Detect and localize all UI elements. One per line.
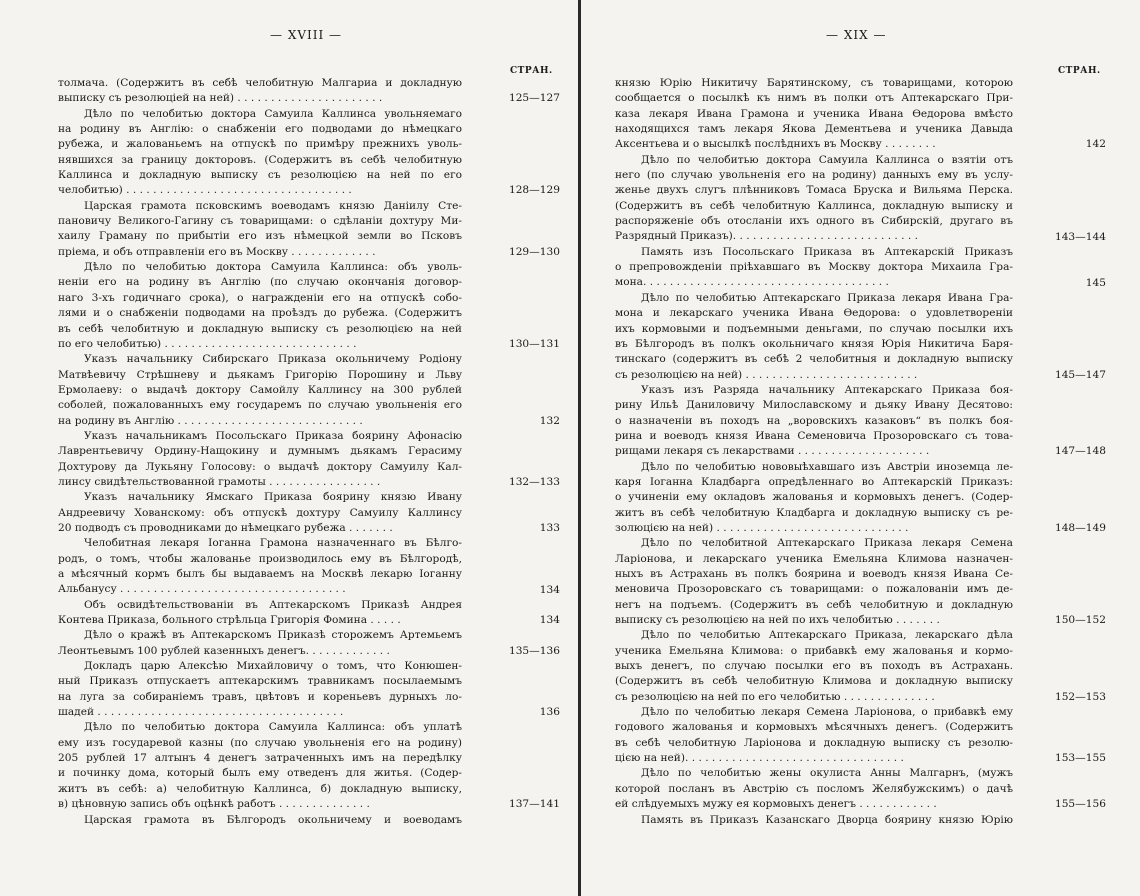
text-line: а мѣсячный кормъ былъ бы выдаваемъ на Москвѣ лекарю Іоганну bbox=[58, 568, 462, 580]
text-line: Царская грамота въ Бѣлгородъ окольничему и воеводамъ bbox=[84, 813, 462, 826]
page-number-ref: 137—141 bbox=[508, 798, 560, 811]
text-line: о препровожденіи пріѣхавшаго въ Москву доктора Михаила Гра- bbox=[615, 261, 1013, 274]
text-line: Память въ Приказъ Казанскаго Дворца боярину князю Юрію bbox=[641, 813, 1013, 826]
page-number-ref: 135—136 bbox=[508, 644, 560, 657]
page-number-ref: 134 bbox=[539, 614, 560, 627]
text-line: Каллинса и докладную выписку съ резолюцією на ней по его bbox=[58, 169, 462, 182]
text-line: съ резолюцією на ней) . . . . . . . . . . . . . . . . . . . . . . . . . . bbox=[615, 368, 918, 381]
text-line: тинскаго (содержитъ въ себѣ 2 челобитныя и докладную выписку bbox=[615, 353, 1013, 366]
text-line: Указъ начальнику Сибирскаго Приказа окольничему Родіону bbox=[84, 353, 462, 366]
book-gutter bbox=[578, 0, 581, 896]
text-line: женье двухъ слугъ плѣнниковъ Томаса Бруска и Вильяма Перска. bbox=[615, 184, 1013, 197]
text-line: князю Юрію Никитичу Барятинскому, съ товарищами, которою bbox=[615, 77, 1013, 89]
text-line: на луга за собираніемъ травъ, цвѣтовъ и кореньевъ дурныхъ ло- bbox=[58, 690, 462, 703]
page-number-ref: 133 bbox=[539, 522, 560, 535]
page-number-ref: 128—129 bbox=[508, 184, 560, 197]
text-line: годового жалованья и кормовыхъ мѣсячныхъ денегъ. (Содержитъ bbox=[615, 721, 1013, 734]
text-line: Матвѣевичу Стрѣшневу и дьякамъ Григорію Порошину и Львy bbox=[58, 368, 462, 381]
text-line: и починку дома, который былъ ему отведенъ для житья. (Содер- bbox=[58, 767, 462, 780]
page-number-ref: 155—156 bbox=[1054, 798, 1106, 811]
page-number-ref: 134 bbox=[539, 583, 560, 596]
text-line: Аксентьева и о высылкѣ послѣднихъ въ Москву . . . . . . . . bbox=[615, 138, 936, 151]
text-line: Дохтурову да Лукьяну Голосову: о выдачѣ доктору Самуилу Кал- bbox=[58, 460, 462, 473]
text-line: Ермолаеву: о выдачѣ доктору Самойлу Каллинсу на 300 рублей bbox=[58, 383, 462, 396]
text-line: (Содержитъ въ себѣ челобитную Климова и докладную выписку bbox=[615, 675, 1013, 688]
text-line: распоряженіе объ отосланіи ихъ одного въ Сибирскій, другаго въ bbox=[615, 215, 1013, 228]
text-line: 20 подводъ съ проводниками до нѣмецкаго рубежа . . . . . . . bbox=[58, 521, 393, 534]
text-line: рубежа, и жалованьемъ на отпускѣ по примѣру прежнихъ уволь- bbox=[58, 138, 462, 151]
text-line: рищами лекаря съ лекарствами . . . . . . . . . . . . . . . . . . . . bbox=[615, 445, 930, 458]
page-number-ref: 132 bbox=[539, 414, 560, 427]
text-line: цією на ней). . . . . . . . . . . . . . . . . . . . . . . . . . . . . . . . . bbox=[615, 752, 904, 765]
text-line: Челобитная лекаря Іоганна Грамона назначеннаго въ Бѣлго- bbox=[84, 537, 462, 550]
text-line: Дѣло о кражѣ въ Аптекарскомъ Приказѣ сторожемъ Артемьемъ bbox=[84, 629, 462, 642]
page-number-ref: 152—153 bbox=[1054, 691, 1106, 703]
page-number-ref: 130—131 bbox=[508, 337, 560, 350]
page-number-ref: 125—127 bbox=[508, 92, 560, 105]
page-number-ref: 143—144 bbox=[1054, 230, 1106, 243]
text-line: Указъ изъ Разряда начальнику Аптекарскаго Приказа боя- bbox=[641, 383, 1013, 396]
page-number-ref: 136 bbox=[539, 706, 560, 719]
text-line: Дѣло по челобитью жены окулиста Анны Малгарнъ, (мужъ bbox=[641, 767, 1013, 780]
text-line: (Содержитъ въ себѣ челобитную Каллинса, докладную выписку и bbox=[615, 199, 1013, 212]
page-header-left: — XVIII — bbox=[270, 28, 343, 42]
page-number-ref: 129—130 bbox=[508, 245, 560, 258]
page-number-ref: 145 bbox=[1085, 276, 1106, 289]
text-line: Дѣло по челобитью доктора Самуила Каллинса: объ уплатѣ bbox=[84, 721, 462, 734]
text-line: на родину въ Англію: о снабженіи его подводами до нѣмецкаго bbox=[58, 123, 462, 136]
text-line: Дѣло по челобитью доктора Самуила Каллинса о взятіи отъ bbox=[641, 153, 1013, 166]
text-line: Указъ начальникамъ Посольскаго Приказа боярину Афонасію bbox=[84, 429, 462, 442]
text-line: на родину въ Англію . . . . . . . . . . . . . . . . . . . . . . . . . . . . bbox=[58, 414, 363, 427]
text-line: негъ на подъемъ. (Содержитъ въ себѣ челобитную и докладную bbox=[615, 598, 1013, 611]
text-line: Дѣло по челобитью Аптекарскаго Приказа, лекарскаго дѣла bbox=[641, 629, 1013, 642]
text-line: в) цѣновную запись объ оцѣнкѣ работъ . . . . . . . . . . . . . . bbox=[58, 798, 370, 811]
page-number-ref: 132—133 bbox=[508, 476, 560, 489]
text-line: каря Іоганна Кладбарга опредѣленнаго во Аптекарскій Приказъ: bbox=[615, 475, 1013, 488]
page-column-label-left: СТРАН. bbox=[510, 66, 553, 76]
text-line: 205 рублей 17 алтынъ 4 денегъ затраченныхъ имъ на передѣлку bbox=[58, 752, 462, 765]
text-line: каза лекаря Ивана Грамона и ученика Ивана Өедорова вмѣсто bbox=[615, 107, 1013, 120]
text-line: толмача. (Содержитъ въ себѣ челобитную Малгариа и докладную bbox=[58, 77, 462, 89]
page-header-right: — XIX — bbox=[826, 28, 887, 42]
text-line: ихъ кормовыми и подъемными деньгами, по случаю посылки ихъ bbox=[615, 322, 1013, 335]
text-line: Указъ начальнику Ямскаго Приказа боярину князю Ивану bbox=[84, 491, 462, 504]
right-page bbox=[588, 0, 1140, 896]
text-line: Докладъ царю Алексѣю Михайловичу о томъ, что Конюшен- bbox=[84, 660, 462, 673]
page-number-ref: 142 bbox=[1085, 138, 1106, 151]
page-number-ref: 147—148 bbox=[1054, 445, 1106, 458]
text-line: ученика Емельяна Климова: о прибавкѣ ему жалованья и кормо- bbox=[615, 644, 1013, 657]
text-line: Андреевичу Хованскому: объ отпускѣ дохтуру Самуилу Каллинсу bbox=[58, 506, 462, 519]
text-line: нявшихся за границу докторовъ. (Содержитъ въ себѣ челобитную bbox=[58, 153, 462, 166]
text-line: ей слѣдуемыхъ мужу ея кормовыхъ денегъ . . . . . . . . . . . . bbox=[615, 798, 937, 811]
text-line: шадей . . . . . . . . . . . . . . . . . . . . . . . . . . . . . . . . . . . . . bbox=[58, 706, 344, 719]
text-line: сообщается о посылкѣ къ нимъ въ полки отъ Аптекарскаго При- bbox=[615, 92, 1013, 105]
text-line: выхъ денегъ, по случаю посылки его въ походъ въ Астрахань. bbox=[615, 660, 1013, 673]
text-line: Контева Приказа, больного стрѣльца Григорія Фомина . . . . . bbox=[58, 614, 401, 627]
text-line: Ларіонова, и лекарскаго ученика Емельяна Климова назначен- bbox=[615, 552, 1013, 565]
page-number-ref: 150—152 bbox=[1054, 614, 1106, 627]
text-line: Дѣло по челобитью лекаря Семена Ларіонова, о прибавкѣ ему bbox=[641, 706, 1013, 719]
text-line: него (по случаю увольненія его на родину) данныхъ ему въ услу- bbox=[615, 169, 1013, 182]
text-line: въ себѣ челобитную Ларіонова и докладную выписку съ резолю- bbox=[615, 736, 1013, 749]
text-line: наго 3-хъ годичнаго срока), о награжденіи его на отпускѣ собо- bbox=[58, 291, 462, 304]
text-line: Дѣло по челобитью доктора Самуила Каллинса увольняемаго bbox=[84, 107, 462, 120]
text-line: пріема, и объ отправленіи его въ Москву . . . . . . . . . . . . . bbox=[58, 245, 376, 258]
text-line: Леонтьевымъ 100 рублей казенныхъ денегъ. . . . . . . . . . . . . bbox=[58, 644, 390, 657]
page-number-ref: 148—149 bbox=[1054, 522, 1106, 535]
text-line: пановичу Великого-Гагину съ товарищами: о сдѣланіи дохтуру Ми- bbox=[58, 215, 462, 228]
page-number-ref: 153—155 bbox=[1054, 752, 1106, 765]
text-line: челобитью) . . . . . . . . . . . . . . . . . . . . . . . . . . . . . . . . . . bbox=[58, 184, 352, 197]
page-column-label-right: СТРАН. bbox=[1058, 66, 1101, 76]
text-line: находящихся тамъ лекаря Якова Дементьева и ученика Давыда bbox=[615, 123, 1013, 136]
text-line: съ резолюцією на ней по его челобитью . . . . . . . . . . . . . . bbox=[615, 690, 935, 703]
text-line: родъ, о томъ, чтобы жалованье производилось ему въ Бѣлгородѣ, bbox=[58, 552, 462, 565]
text-line: Лаврентьевичу Ордину-Нащокину и думнымъ дьякамъ Герасиму bbox=[58, 445, 462, 458]
text-line: рина и воеводъ князя Ивана Семеновича Прозоровскаго съ това- bbox=[615, 429, 1013, 442]
text-line: мона. . . . . . . . . . . . . . . . . . . . . . . . . . . . . . . . . . . . . bbox=[615, 276, 889, 289]
text-line: золюцією на ней) . . . . . . . . . . . . . . . . . . . . . . . . . . . . . bbox=[615, 521, 909, 534]
text-lines-left bbox=[58, 76, 462, 828]
text-line: лями и о снабженіи подводами на проѣздъ до рубежа. (Содержитъ bbox=[58, 307, 462, 320]
text-line: Объ освидѣтельствованіи въ Аптекарскомъ Приказѣ Андрея bbox=[84, 598, 462, 611]
text-line: мона и лекарскаго ученика Ивана Өедорова: о удовлетвореніи bbox=[615, 307, 1013, 320]
text-line: рину Ильѣ Даниловичу Милославскому и дьяку Ивану Десятово: bbox=[615, 399, 1013, 412]
text-line: Царская грамота псковскимъ воеводамъ князю Даніилу Сте- bbox=[84, 199, 462, 212]
text-line: житъ въ себѣ челобитную Кладбарга и докладную выписку съ ре- bbox=[615, 506, 1013, 519]
text-line: ный Приказъ отпускаетъ аптекарскимъ травникамъ посылаемымъ bbox=[58, 675, 462, 688]
text-line: соболей, пожалованныхъ ему государемъ по случаю увольненія его bbox=[58, 399, 462, 412]
text-line: меновича Прозоровскаго съ товарищами: о пожалованіи имъ де- bbox=[615, 583, 1013, 596]
text-line: выписку съ резолюцією на ней по ихъ челобитью . . . . . . . bbox=[615, 614, 940, 627]
text-line: Разрядный Приказъ). . . . . . . . . . . . . . . . . . . . . . . . . . . . bbox=[615, 230, 919, 243]
text-line: линсу свидѣтельствованной грамоты . . . . . . . . . . . . . . . . . bbox=[58, 475, 381, 488]
text-line: Дѣло по челобитью нововыѣхавшаго изъ Австріи иноземца ле- bbox=[641, 460, 1013, 473]
text-line: которой посланъ въ Австрію съ посломъ Желябужскимъ) о дачѣ bbox=[615, 782, 1013, 795]
text-line: житъ въ себѣ: а) челобитную Каллинса, б) докладную выписку, bbox=[58, 782, 462, 795]
text-line: хаилу Граману по прибытіи его изъ нѣмецкой земли во Псковъ bbox=[58, 230, 462, 243]
text-line: Дѣло по челобитью Аптекарскаго Приказа лекаря Ивана Гра- bbox=[641, 291, 1013, 304]
text-line: ему изъ государевой казны (по случаю увольненія его на родину) bbox=[58, 736, 462, 749]
page-number-ref: 145—147 bbox=[1054, 368, 1106, 381]
text-line: въ себѣ челобитную и докладную выписку съ резолюцією на ней bbox=[58, 322, 462, 335]
text-line: Альбанусу . . . . . . . . . . . . . . . . . . . . . . . . . . . . . . . . . . bbox=[58, 583, 346, 596]
text-line: Дѣло по челобитной Аптекарскаго Приказа лекаря Семена bbox=[641, 537, 1013, 550]
text-line: выписку съ резолюціей на ней) . . . . . . . . . . . . . . . . . . . . . . bbox=[58, 92, 383, 105]
text-line: Дѣло по челобитью доктора Самуила Каллинса: объ уволь- bbox=[84, 261, 462, 274]
text-line: Память изъ Посольскаго Приказа въ Аптекарскій Приказъ bbox=[641, 245, 1013, 258]
text-line: въ Бѣлгородъ въ полкъ окольничаго князя Юрія Никитича Баря- bbox=[615, 337, 1013, 350]
text-line: о учиненіи ему окладовъ жалованья и кормовыхъ денегъ. (Содер- bbox=[615, 491, 1013, 504]
text-line: о назначеніи въ походъ на „воровскихъ казаковъ“ въ полкъ боя- bbox=[615, 414, 1013, 427]
text-line: неніи его на родину въ Англію (по случаю окончанія договор- bbox=[58, 276, 462, 289]
text-lines-right bbox=[615, 76, 1013, 828]
text-line: ныхъ въ Астрахань въ полкъ боярина и воеводъ князя Ивана Се- bbox=[615, 568, 1013, 580]
text-line: по его челобитью) . . . . . . . . . . . . . . . . . . . . . . . . . . . . . bbox=[58, 337, 357, 350]
